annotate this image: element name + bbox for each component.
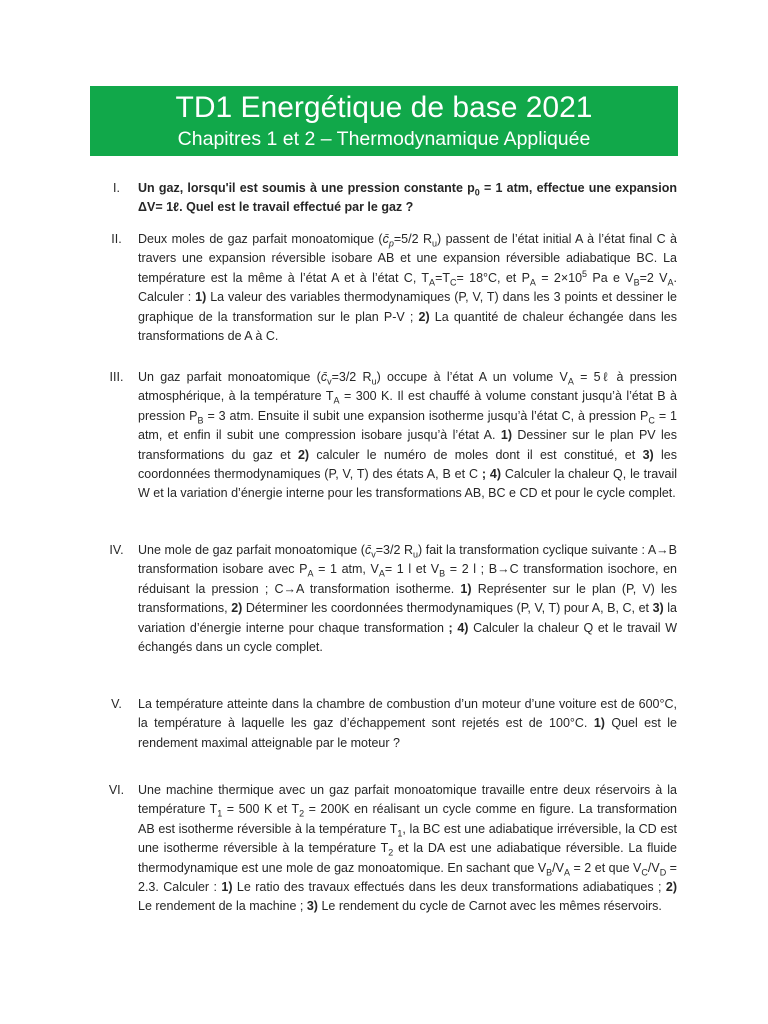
question-5 bbox=[95, 695, 677, 753]
question-number: V. bbox=[111, 697, 122, 711]
arrow-icon: → bbox=[656, 543, 669, 557]
question-3 bbox=[95, 368, 677, 504]
question-4 bbox=[95, 541, 677, 657]
page-title: TD1 Energétique de base 2021 bbox=[175, 91, 593, 124]
question-number: II. bbox=[111, 232, 122, 246]
question-text: Deux moles de gaz parfait monoatomique ($c̄_p=5/2$ $R_u$) passent de l’état initial A à l’état final C à travers une expansion réversible isobare AB et une expansion réversible adiabatique BC. La température est la même à l’état A et à l’état C, $T_A=T_C= 18^\circ C$, et $P_A = 2\times 10^5$ Pa e $V_B=2$ $V_A$. Calculer : 1) La valeur des variables thermodynamiques (P, V, T) dans les 3 points et dessiner le graphique de la transformation sur le plan P-V ; 2) La quantité de chaleur échangée dans les transformations de A à C. bbox=[138, 232, 678, 344]
arrow-icon: → bbox=[497, 562, 510, 577]
title-banner bbox=[90, 86, 678, 156]
question-text: La température atteinte dans la chambre de combustion d’un moteur d’une voiture est de 600°C, la température à laquelle les gaz d’échappement sont rejetés est de 100°C. 1) Quel est le rendement maximal atteignable par le moteur ? bbox=[138, 697, 677, 750]
question-6 bbox=[95, 781, 677, 917]
page-subtitle: Chapitres 1 et 2 – Thermodynamique Appliquée bbox=[177, 128, 591, 150]
arrow-icon: → bbox=[283, 581, 297, 596]
question-text: Une mole de gaz parfait monoatomique ($c̄_v=3/2$ $R_u$) fait la transformation cyclique suivante : A→B transformation isobare avec $P_A = 1$ atm, $V_A= 1$ l et $V_B = 2$ l ; B→C transformation isochore, en réduisant la pression ; C→A transformation isotherme. 1) Représenter sur le plan (P, V) les transformations, 2) Déterminer les coordonnées thermodynamiques (P, V, T) pour A, B, C, et 3) la variation d’énergie interne pour chaque transformation ; 4) Calculer la chaleur Q et le travail W échangés dans un cycle complet. bbox=[138, 543, 678, 655]
question-text: Un gaz, lorsqu'il est soumis à une pression constante $p_0 = 1$ atm, effectue une expansion ΔV= 1ℓ. Quel est le travail effectué par le gaz ? bbox=[138, 181, 677, 215]
question-number: III. bbox=[109, 370, 124, 384]
question-text: Un gaz parfait monoatomique ($c̄_v=3/2$ $R_u$) occupe à l’état A un volume $V_A$ = 5ℓ à pression atmosphérique, à la température $T_A = 300$ K. Il est chauffé à volume constant jusqu’à l’état B à pression $P_B = 3$ atm. Ensuite il subit une expansion isotherme jusqu’à l’état C, à pression $P_C = 1$ atm, et enfin il subit une compression isobare jusqu’à l’état A. 1) Dessiner sur le plan PV les transformations du gaz et 2) calculer le numéro de moles dont il est constitué, et 3) les coordonnées thermodynamiques (P, V, T) des états A, B et C ; 4) Calculer la chaleur Q, le travail W et la variation d’énergie interne pour les transformations AB, BC e CD et pour le cycle complet. bbox=[138, 370, 678, 501]
question-2 bbox=[95, 230, 677, 346]
question-number: IV. bbox=[109, 543, 124, 557]
question-text: Une machine thermique avec un gaz parfait monoatomique travaille entre deux réservoirs à la température $T_1 = 500$ K et $T_2 = 200K$ en réalisant un cycle comme en figure. La transformation AB est isotherme réversible à la température $T_1$, la BC est une adiabatique irréversible, la CD est une isotherme réversible à la température $T_2$ et la DA est une adiabatique réversible. La fluide thermodynamique est une mole de gaz monoatomique. En sachant que $V_B/V_A = 2$ et que $V_C/V_D = 2.3$. Calculer : 1) Le ratio des travaux effectués dans les deux transformations adiabatiques ; 2) Le rendement de la machine ; 3) Le rendement du cycle de Carnot avec les mêmes réservoirs. bbox=[138, 783, 677, 914]
question-1 bbox=[95, 179, 677, 218]
question-number: VI. bbox=[108, 783, 125, 797]
question-number: I. bbox=[113, 181, 120, 195]
